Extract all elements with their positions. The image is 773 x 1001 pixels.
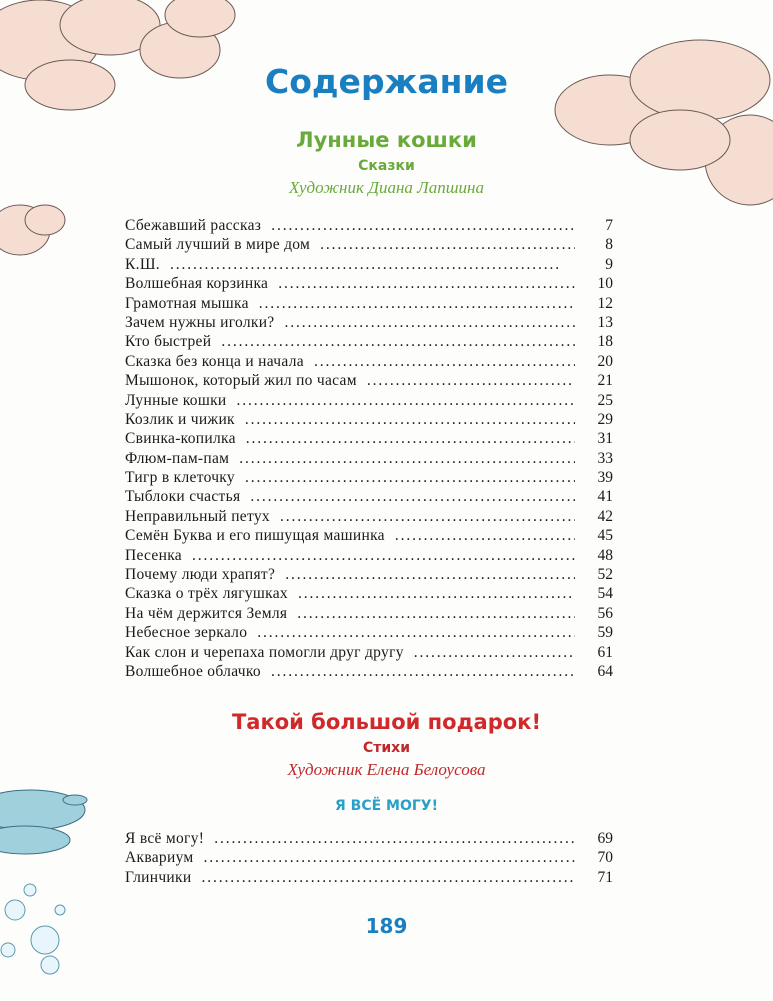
toc-entry-title: Небесное зеркало: [125, 624, 248, 642]
toc-entry: [125, 236, 613, 255]
dot-leader: [298, 585, 575, 603]
toc-entry-title: Почему люди храпят?: [125, 566, 276, 584]
section-title: Такой большой подарок!: [231, 710, 542, 734]
toc-entry-title: Зачем нужны иголки?: [125, 313, 275, 331]
toc-entry: [125, 295, 613, 314]
toc-entry-page: 13: [597, 313, 613, 331]
dot-leader: [278, 275, 575, 293]
toc-entry-page: 7: [605, 217, 613, 234]
dot-leader: [280, 508, 575, 526]
section-subtitle: Стихи: [362, 740, 411, 756]
toc-entry-page: 45: [597, 527, 613, 545]
toc-entry: [125, 392, 613, 411]
toc-entry: [125, 430, 613, 449]
toc-list-section1: [125, 217, 613, 682]
dot-leader: [170, 256, 575, 274]
toc-entry: [125, 585, 613, 604]
dot-leader: [259, 295, 575, 313]
toc-entry-title: Флюм-пам-пам: [125, 449, 230, 467]
dot-leader: [204, 849, 575, 867]
toc-entry-title: Сказка без конца и начала: [125, 352, 304, 370]
section-subtitle: Сказки: [358, 158, 415, 174]
dot-leader: [414, 644, 575, 662]
dot-leader: [367, 372, 575, 390]
toc-entry: [125, 411, 613, 430]
toc-entry-page: 18: [597, 333, 613, 351]
toc-entry-title: Я всё могу!: [125, 830, 205, 847]
toc-entry: [125, 849, 613, 868]
dot-leader: [237, 392, 576, 410]
toc-entry: [125, 624, 613, 643]
section-artist: Художник Елена Белоусова: [287, 760, 486, 779]
cloud-illustration-left: [0, 195, 80, 275]
toc-entry: [125, 488, 613, 507]
dot-leader: [320, 236, 575, 254]
toc-entry-title: Грамотная мышка: [125, 294, 249, 312]
dot-leader: [239, 450, 575, 468]
toc-entry-page: 48: [597, 546, 613, 564]
dot-leader: [285, 566, 575, 584]
toc-entry-page: 70: [597, 849, 613, 867]
toc-entry-title: Самый лучший в мире дом: [125, 236, 311, 254]
toc-entry: [125, 663, 613, 682]
dot-leader: [314, 353, 575, 371]
toc-entry-page: 39: [597, 469, 613, 487]
toc-entry-title: Тигр в клеточку: [125, 469, 235, 487]
toc-entry-title: Неправильный петух: [125, 507, 270, 525]
toc-entry: [125, 869, 613, 888]
toc-entry: [125, 566, 613, 585]
toc-entry: [125, 314, 613, 333]
toc-entry-page: 8: [605, 236, 613, 254]
section-artist: Художник Диана Лапшина: [289, 178, 484, 197]
toc-entry: [125, 547, 613, 566]
toc-entry: [125, 256, 613, 275]
toc-entry-page: 69: [597, 830, 613, 847]
toc-entry: [125, 527, 613, 546]
toc-entry-page: 21: [597, 372, 613, 390]
part-heading: Я ВСЁ МОГУ!: [335, 798, 438, 814]
dot-leader: [250, 488, 575, 506]
dot-leader: [192, 547, 575, 565]
toc-entry: [125, 469, 613, 488]
dot-leader: [395, 527, 575, 545]
toc-list-section2: [125, 830, 613, 888]
toc-entry-page: 33: [597, 449, 613, 467]
dot-leader: [245, 469, 575, 487]
toc-entry-page: 29: [597, 410, 613, 428]
toc-entry-title: Мышонок, который жил по часам: [125, 372, 357, 390]
page-number: 189: [365, 914, 408, 938]
toc-entry-page: 41: [597, 488, 613, 506]
toc-entry-page: 20: [597, 352, 613, 370]
toc-entry-page: 59: [597, 624, 613, 642]
water-splash-illustration: [0, 760, 110, 1000]
toc-entry: [125, 605, 613, 624]
dot-leader: [245, 411, 575, 429]
toc-entry: [125, 450, 613, 469]
dot-leader: [284, 314, 575, 332]
toc-entry-page: 9: [605, 255, 613, 273]
toc-entry-title: Лунные кошки: [125, 391, 227, 409]
toc-entry-page: 31: [597, 430, 613, 448]
toc-entry: [125, 830, 613, 849]
dot-leader: [201, 869, 575, 887]
toc-entry-title: Козлик и чижик: [125, 410, 235, 428]
toc-entry-title: Тыблоки счастья: [125, 488, 241, 506]
toc-entry-page: 52: [597, 566, 613, 584]
toc-entry-title: Сказка о трёх лягушках: [125, 585, 288, 603]
toc-entry-title: Волшебное облачко: [125, 662, 261, 680]
toc-entry-page: 25: [597, 391, 613, 409]
dot-leader: [297, 605, 575, 623]
section-title: Лунные кошки: [296, 128, 477, 152]
toc-entry: [125, 333, 613, 352]
toc-entry-page: 56: [597, 604, 613, 622]
toc-entry-title: Волшебная корзинка: [125, 275, 269, 293]
toc-entry-page: 71: [597, 868, 613, 886]
toc-entry-title: На чём держится Земля: [125, 604, 288, 622]
toc-entry-page: 12: [597, 294, 613, 312]
toc-entry-title: Аквариум: [125, 849, 194, 867]
dot-leader: [271, 663, 575, 681]
toc-entry: [125, 508, 613, 527]
dot-leader: [271, 217, 575, 235]
toc-entry-title: Кто быстрей: [125, 333, 212, 351]
toc-entry-title: Как слон и черепаха помогли друг другу: [125, 643, 404, 661]
toc-entry-page: 64: [597, 662, 613, 680]
toc-entry-page: 42: [597, 507, 613, 525]
toc-entry: [125, 353, 613, 372]
toc-entry: [125, 644, 613, 663]
dot-leader: [221, 333, 575, 351]
page-title: Содержание: [265, 62, 508, 101]
toc-entry-title: Сбежавший рассказ: [125, 217, 262, 234]
dot-leader: [214, 830, 575, 848]
toc-entry: [125, 275, 613, 294]
toc-entry-page: 61: [597, 643, 613, 661]
toc-entry: [125, 372, 613, 391]
toc-entry-title: К.Ш.: [125, 255, 160, 273]
toc-entry: [125, 217, 613, 236]
dot-leader: [246, 430, 575, 448]
toc-entry-title: Семён Буква и его пишущая машинка: [125, 527, 385, 545]
toc-entry-title: Свинка-копилка: [125, 430, 236, 448]
toc-entry-page: 54: [597, 585, 613, 603]
toc-entry-title: Песенка: [125, 546, 182, 564]
dot-leader: [257, 624, 575, 642]
toc-entry-title: Глинчики: [125, 868, 192, 886]
toc-entry-page: 10: [597, 275, 613, 293]
